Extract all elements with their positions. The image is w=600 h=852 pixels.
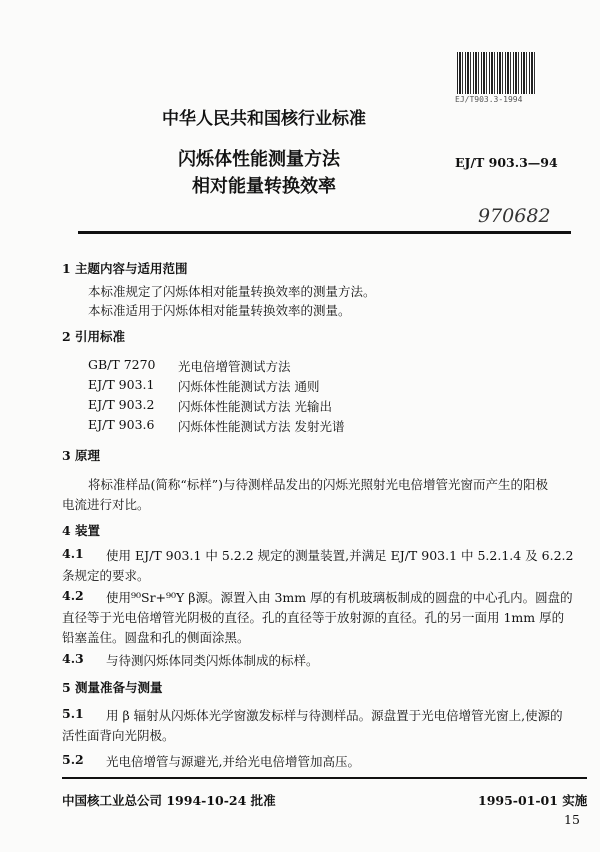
section-2-heading: 2 引用标准 bbox=[62, 329, 126, 344]
section-3-heading: 3 原理 bbox=[62, 448, 101, 463]
barcode bbox=[457, 52, 537, 94]
footer-rule bbox=[62, 777, 587, 779]
effective-date: 1995-01-01 实施 bbox=[478, 793, 588, 808]
reference-code: EJ/T 903.1 bbox=[88, 377, 155, 392]
header-rule bbox=[78, 231, 571, 234]
standard-number: EJ/T 903.3—94 bbox=[455, 155, 558, 170]
section-1-heading: 1 主题内容与适用范围 bbox=[62, 261, 188, 276]
paragraph: 直径等于光电倍增管光阴极的直径。孔的直径等于放射源的直径。孔的另一面用 1mm 厚的 bbox=[62, 610, 565, 625]
issuing-org: 中华人民共和国核行业标准 bbox=[162, 109, 366, 129]
clause-number: 4.2 bbox=[62, 588, 84, 603]
clause-number: 5.1 bbox=[62, 706, 84, 721]
paragraph: 本标准适用于闪烁体相对能量转换效率的测量。 bbox=[88, 303, 351, 318]
title-line1: 闪烁体性能测量方法 bbox=[178, 149, 340, 170]
paragraph: 电流进行对比。 bbox=[62, 497, 150, 512]
paragraph: 活性面背向光阴极。 bbox=[62, 728, 175, 743]
clause-number: 4.3 bbox=[62, 651, 84, 666]
reference-title: 闪烁体性能测试方法 发射光谱 bbox=[178, 419, 345, 434]
reference-title: 闪烁体性能测试方法 通则 bbox=[178, 379, 320, 394]
reference-code: GB/T 7270 bbox=[88, 357, 156, 372]
paragraph: 使用 EJ/T 903.1 中 5.2.2 规定的测量装置,并满足 EJ/T 903.1 中 5.2.1.4 及 6.2.2 bbox=[106, 548, 574, 563]
page-number: 15 bbox=[564, 812, 580, 827]
paragraph: 条规定的要求。 bbox=[62, 568, 150, 583]
clause-number: 4.1 bbox=[62, 546, 84, 561]
barcode-code: EJ/T903.3-1994 bbox=[455, 95, 523, 104]
section-5-heading: 5 测量准备与测量 bbox=[62, 680, 163, 695]
reference-title: 闪烁体性能测试方法 光输出 bbox=[178, 399, 332, 414]
handwritten-number: 970682 bbox=[478, 205, 551, 227]
paragraph: 本标准规定了闪烁体相对能量转换效率的测量方法。 bbox=[88, 284, 376, 299]
paragraph: 与待测闪烁体同类闪烁体制成的标样。 bbox=[106, 653, 319, 668]
clause-number: 5.2 bbox=[62, 752, 84, 767]
paragraph: 使用⁹⁰Sr+⁹⁰Y β源。源置入由 3mm 厚的有机玻璃板制成的圆盘的中心孔内。圆盘的 bbox=[106, 590, 573, 605]
paragraph: 光电倍增管与源避光,并给光电倍增管加高压。 bbox=[106, 754, 360, 769]
paragraph: 铅塞盖住。圆盘和孔的侧面涂黑。 bbox=[62, 630, 250, 645]
reference-code: EJ/T 903.2 bbox=[88, 397, 155, 412]
reference-title: 光电倍增管测试方法 bbox=[178, 359, 291, 374]
reference-code: EJ/T 903.6 bbox=[88, 417, 155, 432]
section-4-heading: 4 装置 bbox=[62, 523, 101, 538]
title-line2: 相对能量转换效率 bbox=[192, 176, 336, 197]
paragraph: 将标准样品(简称“标样”)与待测样品发出的闪烁光照射光电倍增管光窗而产生的阳极 bbox=[88, 477, 549, 492]
approval-text: 中国核工业总公司 1994-10-24 批准 bbox=[62, 793, 276, 808]
paragraph: 用 β 辐射从闪烁体光学窗激发标样与待测样品。源盘置于光电倍增管光窗上,使源的 bbox=[106, 708, 563, 723]
